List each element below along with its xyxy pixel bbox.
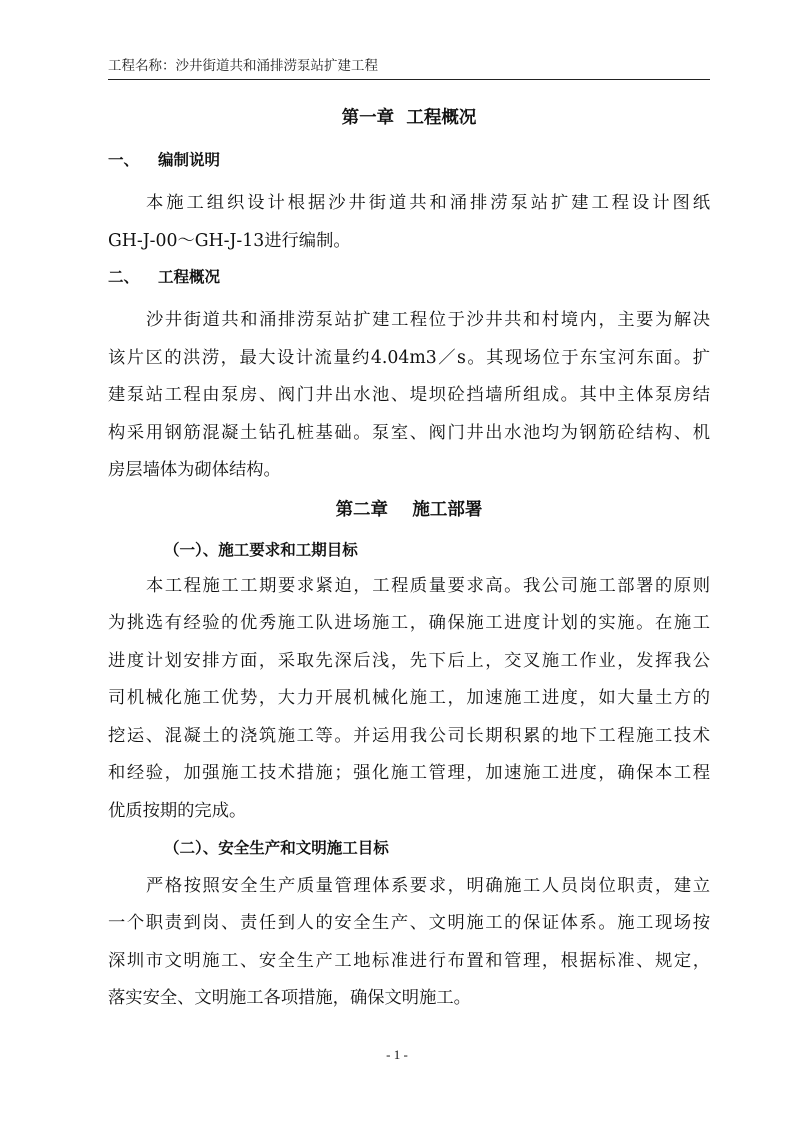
paragraph-line: 沙井街道共和涌排涝泵站扩建工程位于沙井共和村境内，主要为解决 <box>146 310 710 330</box>
section-2-heading <box>108 265 220 289</box>
paragraph-line: 挖运、混凝土的浇筑施工等。并运用我公司长期积累的地下工程施工技术 <box>108 726 710 746</box>
paragraph-line: 和经验，加强施工技术措施；强化施工管理，加速施工进度，确保本工程 <box>108 763 710 783</box>
paragraph-line: GH-J-00～GH-J-13进行编制。 <box>108 231 351 251</box>
subsection-1-heading: （一）、施工要求和工期目标 <box>164 541 358 559</box>
paragraph-line: 优质按期的完成。 <box>108 801 247 821</box>
page-header: 工程名称：沙井街道共和涌排涝泵站扩建工程 <box>108 57 710 80</box>
paragraph-line: 深圳市文明施工、安全生产工地标准进行布置和管理，根据标准、规定， <box>108 951 710 971</box>
paragraph-line: 进度计划安排方面，采取先深后浅，先下后上，交叉施工作业，发挥我公 <box>108 651 710 671</box>
paragraph-line: 落实安全、文明施工各项措施，确保文明施工。 <box>108 988 471 1008</box>
paragraph-line: 一个职责到岗、责任到人的安全生产、文明施工的保证体系。施工现场按 <box>108 913 710 933</box>
section-2-title: 工程概况 <box>158 268 221 286</box>
paragraph-line: 该片区的洪涝，最大设计流量约4.04m3／s。其现场位于东宝河东面。扩 <box>108 348 710 368</box>
page-number: - 1 - <box>386 1047 408 1062</box>
paragraph-line: 司机械化施工优势，大力开展机械化施工，加速施工进度，如大量土方的 <box>108 688 710 708</box>
paragraph-line: 房层墙体为砌体结构。 <box>108 460 281 480</box>
section-2-number: 二、 <box>108 268 140 286</box>
section-1-title: 编制说明 <box>158 151 221 169</box>
paragraph-line: 建泵站工程由泵房、阀门井出水池、堤坝砼挡墙所组成。其中主体泵房结 <box>108 385 710 405</box>
paragraph-line: 构采用钢筋混凝土钻孔桩基础。泵室、阀门井出水池均为钢筋砼结构、机 <box>108 423 710 443</box>
paragraph-line: 本工程施工工期要求紧迫，工程质量要求高。我公司施工部署的原则 <box>146 576 710 596</box>
paragraph-line: 为挑选有经验的优秀施工队进场施工，确保施工进度计划的实施。在施工 <box>108 613 710 633</box>
paragraph-line: 严格按照安全生产质量管理体系要求，明确施工人员岗位职责，建立 <box>146 876 710 896</box>
paragraph-line: 本施工组织设计根据沙井街道共和涌排涝泵站扩建工程设计图纸 <box>146 193 710 213</box>
section-1-number: 一、 <box>108 151 140 169</box>
section-1-heading <box>108 148 220 172</box>
chapter-2-title: 第二章 施工部署 <box>335 500 483 520</box>
subsection-2-heading: （二）、安全生产和文明施工目标 <box>164 839 389 857</box>
chapter-1-title: 第一章 工程概况 <box>341 108 477 128</box>
